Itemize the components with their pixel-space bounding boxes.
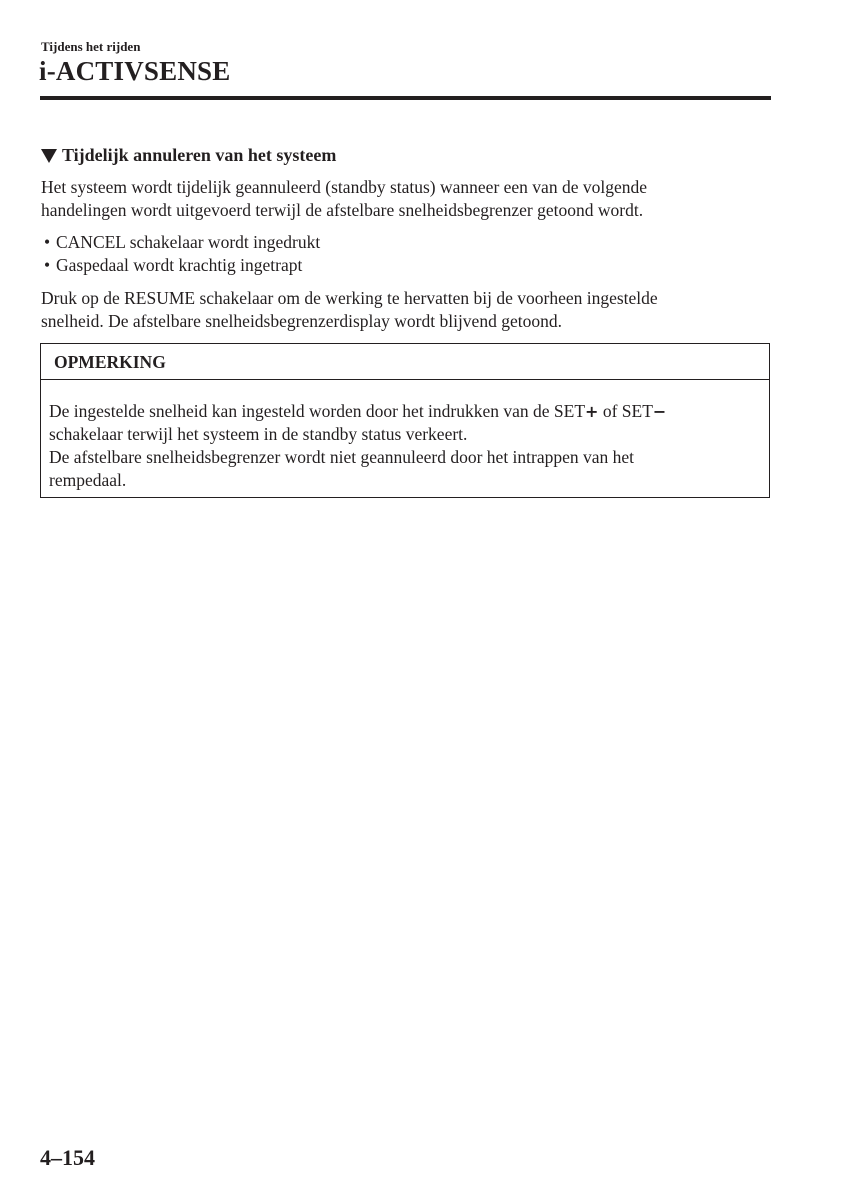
list-item (44, 254, 320, 277)
page-number: 4–154 (40, 1145, 95, 1170)
plus-icon: + (585, 402, 599, 421)
note-line: rempedaal. (49, 470, 127, 490)
intro-paragraph-line: Het systeem wordt tijdelijk geannuleerd (standby status) wanneer een van de volgende (41, 177, 647, 197)
triangle-down-icon (41, 149, 57, 163)
note-text: of SET (598, 401, 653, 421)
section-heading (41, 144, 336, 166)
page-title: i-ACTIVSENSE (39, 56, 231, 86)
note-line (49, 400, 759, 423)
chapter-label: Tijdens het rijden (41, 39, 141, 54)
note-line: De afstelbare snelheidsbegrenzer wordt niet geannuleerd door het intrappen van het (49, 447, 635, 467)
note-box (40, 343, 770, 498)
resume-paragraph-line: Druk op de RESUME schakelaar om de werking te hervatten bij de voorheen ingestelde (41, 288, 658, 308)
list-item-text: Gaspedaal wordt krachtig ingetrapt (56, 255, 303, 275)
header-divider (40, 96, 771, 100)
resume-paragraph-line: snelheid. De afstelbare snelheidsbegrenzerdisplay wordt blijvend getoond. (41, 311, 562, 331)
bullet-list (44, 231, 320, 277)
intro-paragraph (41, 176, 771, 222)
list-item-text: CANCEL schakelaar wordt ingedrukt (56, 232, 321, 252)
bullet-marker: • (44, 255, 51, 275)
note-text: De ingestelde snelheid kan ingesteld worden door het indrukken van de SET (49, 401, 586, 421)
bullet-marker: • (44, 232, 51, 252)
note-body (41, 380, 769, 492)
resume-paragraph (41, 287, 771, 333)
minus-icon: − (652, 402, 667, 421)
intro-paragraph-line: handelingen wordt uitgevoerd terwijl de afstelbare snelheidsbegrenzer getoond wordt. (41, 200, 644, 220)
list-item (44, 231, 320, 254)
note-title: OPMERKING (41, 344, 769, 380)
section-heading-text: Tijdelijk annuleren van het systeem (62, 145, 337, 165)
note-line: schakelaar terwijl het systeem in de standby status verkeert. (49, 424, 468, 444)
